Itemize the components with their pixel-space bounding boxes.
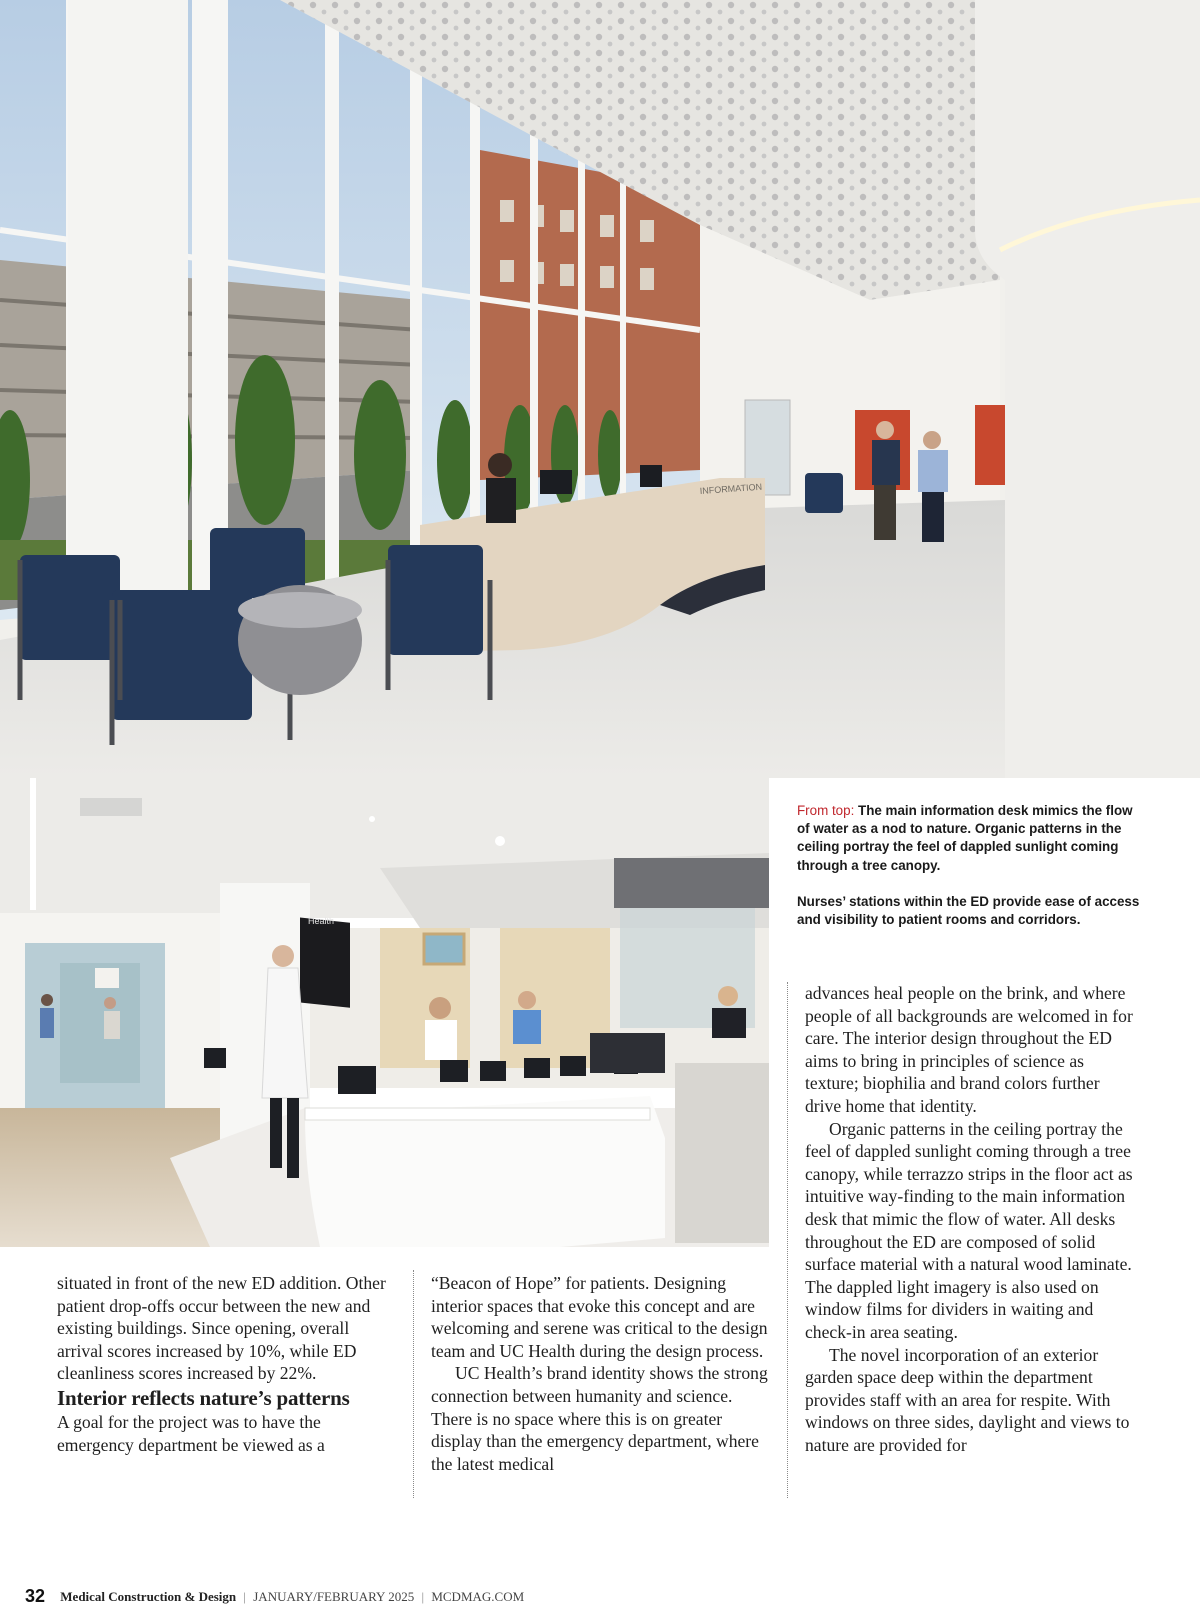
article-column-3 bbox=[805, 982, 1140, 1456]
col2-paragraph-2: UC Health’s brand identity shows the strong connection between humanity and science. There is no space where this is on greater display than the emergency department, where the latest medical bbox=[431, 1363, 768, 1474]
photo-caption bbox=[797, 802, 1147, 929]
section-subhead: Interior reflects nature’s patterns bbox=[57, 1385, 350, 1410]
page-footer bbox=[25, 1586, 524, 1607]
issue-date: JANUARY/FEBRUARY 2025 bbox=[253, 1589, 415, 1604]
lobby-photo bbox=[0, 0, 1200, 778]
col2-paragraph-1: “Beacon of Hope” for patients. Designing interior spaces that evoke this concept and are welcoming and serene was critical to the design team and UC Health during the design process. bbox=[431, 1273, 768, 1361]
col3-paragraph-3: The novel incorporation of an exterior garden space deep within the department provides staff with an area for respite. With windows on three sides, daylight and views to nature are provided for bbox=[805, 1344, 1130, 1455]
caption-text-1: The main information desk mimics the flow of water as a nod to nature. Organic patterns in the ceiling portray the feel of dappled sunlight coming through a tree canopy. bbox=[797, 803, 1133, 873]
monitor-brand-text: Health bbox=[308, 916, 335, 926]
caption-text-2: Nurses’ stations within the ED provide ease of access and visibility to patient rooms and corridors. bbox=[797, 893, 1140, 928]
article-column-1 bbox=[57, 1272, 395, 1456]
magazine-name: Medical Construction & Design bbox=[60, 1589, 237, 1604]
page-number: 32 bbox=[25, 1586, 46, 1606]
info-desk-sign: INFORMATION bbox=[699, 481, 763, 496]
footer-separator-1: | bbox=[243, 1589, 246, 1604]
website-link[interactable]: MCDMAG.COM bbox=[431, 1589, 525, 1604]
col1-paragraph-2: A goal for the project was to have the emergency department be viewed as a bbox=[57, 1411, 325, 1455]
col1-paragraph-1: situated in front of the new ED addition. Other patient drop-offs occur between the new and existing buildings. Since opening, overall arrival scores increased by 10%, while ED cleanliness scores increased by 22%. bbox=[57, 1273, 386, 1384]
col3-paragraph-2: Organic patterns in the ceiling portray the feel of dappled sunlight coming through a tree canopy, while terrazzo strips in the floor act as intuitive way-finding to the main information desk that mimic the flow of water. All desks throughout the ED are composed of solid surface material with a natural wood laminate. The dappled light imagery is also used on window films for dividers in waiting and check-in area seating. bbox=[805, 1118, 1133, 1342]
column-divider-1 bbox=[413, 1270, 414, 1498]
article-column-2 bbox=[431, 1272, 769, 1475]
caption-lead: From top: bbox=[797, 803, 855, 818]
col3-paragraph-1: advances heal people on the brink, and where people of all backgrounds are welcomed in for care. The interior design throughout the ED aims to bring in principles of science as texture; biophilia and brand colors further drive home that identity. bbox=[805, 983, 1133, 1116]
column-divider-2 bbox=[787, 982, 788, 1498]
nurses-station-photo bbox=[0, 778, 769, 1247]
footer-separator-2: | bbox=[421, 1589, 425, 1604]
caption-first bbox=[797, 802, 1147, 875]
